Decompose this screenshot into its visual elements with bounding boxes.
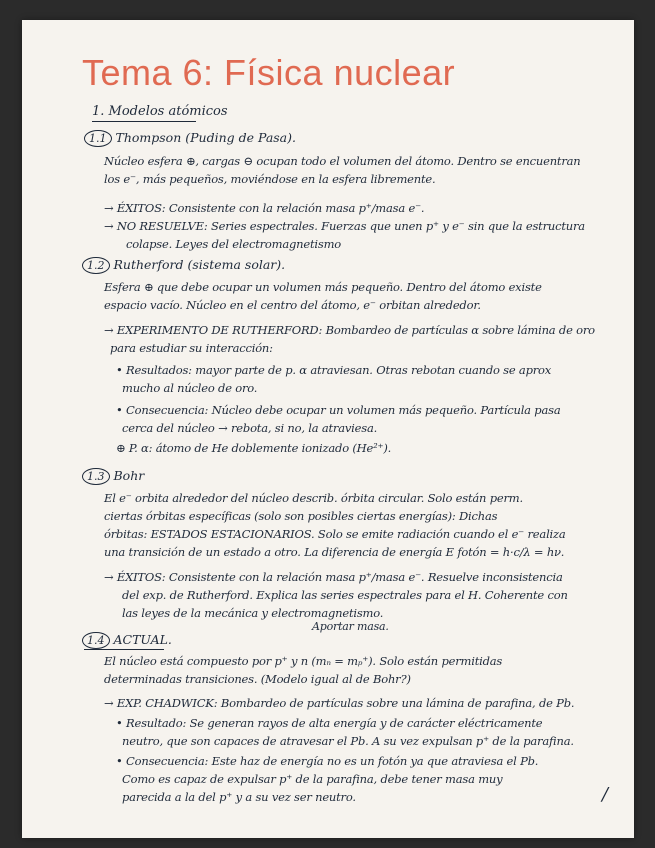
subsection-badge: 1.1 bbox=[84, 130, 112, 147]
note-line: determinadas transiciones. (Modelo igual al de Bohr?) bbox=[104, 672, 411, 686]
note-line: → EXPERIMENTO DE RUTHERFORD: Bombardeo de partículas α sobre lámina de oro bbox=[104, 323, 595, 337]
note-line: El núcleo está compuesto por p⁺ y n (mₙ = mₚ⁺). Solo están permitidas bbox=[104, 654, 503, 668]
heading-underline bbox=[84, 649, 164, 650]
note-line: • Consecuencia: Este haz de energía no es un fotón ya que atraviesa el Pb. bbox=[116, 754, 539, 768]
note-line: → ÉXITOS: Consistente con la relación masa p⁺/masa e⁻. Resuelve inconsistencia bbox=[104, 570, 563, 584]
margin-note: Aportar masa. bbox=[312, 620, 389, 633]
notes-page bbox=[22, 20, 634, 838]
note-line: → NO RESUELVE: Series espectrales. Fuerzas que unen p⁺ y e⁻ sin que la estructura bbox=[104, 219, 585, 233]
note-line: • Resultado: Se generan rayos de alta energía y de carácter eléctricamente bbox=[116, 716, 543, 730]
note-line: cerca del núcleo → rebota, si no, la atraviesa. bbox=[122, 421, 378, 435]
note-line: para estudiar su interacción: bbox=[110, 341, 273, 355]
subsection-title: ACTUAL. bbox=[113, 632, 172, 647]
note-line: espacio vacío. Núcleo en el centro del átomo, e⁻ orbitan alrededor. bbox=[104, 298, 481, 312]
note-line: → EXP. CHADWICK: Bombardeo de partículas sobre una lámina de parafina, de Pb. bbox=[104, 696, 575, 710]
note-line: las leyes de la mecánica y electromagnetismo. bbox=[122, 606, 384, 620]
note-line: Núcleo esfera ⊕, cargas ⊖ ocupan todo el volumen del átomo. Dentro se encuentran bbox=[104, 154, 581, 168]
note-line: Como es capaz de expulsar p⁺ de la parafina, debe tener masa muy bbox=[122, 772, 503, 786]
subsection-heading-bohr bbox=[82, 468, 144, 485]
subsection-badge: 1.3 bbox=[82, 468, 110, 485]
note-line: mucho al núcleo de oro. bbox=[122, 381, 258, 395]
section-heading: 1. Modelos atómicos bbox=[92, 104, 228, 119]
note-line: ciertas órbitas específicas (solo son posibles ciertas energías): Dichas bbox=[104, 509, 498, 523]
subsection-heading-thompson bbox=[84, 130, 296, 147]
subsection-badge: 1.4 bbox=[82, 632, 110, 649]
subsection-title: Rutherford (sistema solar). bbox=[113, 257, 286, 272]
note-line: • Resultados: mayor parte de p. α atraviesan. Otras rebotan cuando se aprox bbox=[116, 363, 552, 377]
subsection-heading-rutherford bbox=[82, 257, 285, 274]
subsection-badge: 1.2 bbox=[82, 257, 110, 274]
note-line: El e⁻ orbita alrededor del núcleo describ. órbita circular. Solo están perm. bbox=[104, 491, 523, 505]
subsection-title: Bohr bbox=[113, 468, 145, 483]
section-underline bbox=[92, 121, 196, 122]
subsection-heading-actual bbox=[82, 632, 172, 649]
note-line: parecida a la del p⁺ y a su vez ser neutro. bbox=[122, 790, 356, 804]
note-line: colapse. Leyes del electromagnetismo bbox=[126, 237, 342, 251]
note-line: neutro, que son capaces de atravesar el Pb. A su vez expulsan p⁺ de la parafina. bbox=[122, 734, 574, 748]
note-line: • Consecuencia: Núcleo debe ocupar un volumen más pequeño. Partícula pasa bbox=[116, 403, 561, 417]
note-line: del exp. de Rutherford. Explica las series espectrales para el H. Coherente con bbox=[122, 588, 568, 602]
note-line: los e⁻, más pequeños, moviéndose en la esfera libremente. bbox=[104, 172, 436, 186]
note-line: una transición de un estado a otro. La diferencia de energía E fotón = h·c/λ = hν. bbox=[104, 545, 565, 559]
note-line: Esfera ⊕ que debe ocupar un volumen más pequeño. Dentro del átomo existe bbox=[104, 280, 542, 294]
note-line: órbitas: ESTADOS ESTACIONARIOS. Solo se emite radiación cuando el e⁻ realiza bbox=[104, 527, 566, 541]
page-mark: / bbox=[602, 784, 609, 805]
note-line: → ÉXITOS: Consistente con la relación masa p⁺/masa e⁻. bbox=[104, 201, 425, 215]
note-line: ⊕ P. α: átomo de He doblemente ionizado (He²⁺). bbox=[116, 441, 392, 455]
page-title: Tema 6: Física nuclear bbox=[82, 52, 456, 93]
subsection-title: Thompson (Puding de Pasa). bbox=[115, 130, 296, 145]
